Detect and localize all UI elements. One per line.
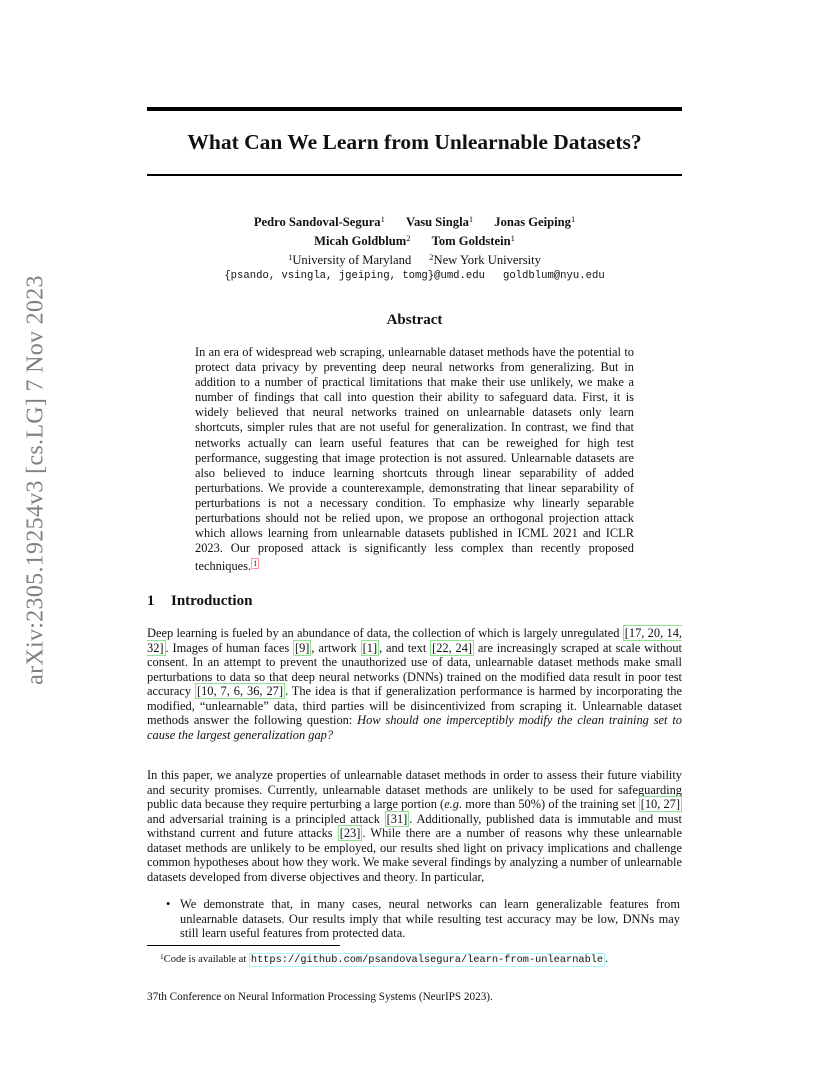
footnote: $^1$Code is available at https://github.com/psandovalsegura/learn-from-unlearnable .	[160, 952, 608, 966]
arxiv-identifier: arXiv:2305.19254v3 [cs.LG] 7 Nov 2023	[22, 275, 49, 685]
author-line-1: Pedro Sandoval-Segura$^1$ Vasu Singla$^1$ Jonas Geiping$^1$	[253, 214, 576, 229]
author-name: Tom Goldstein	[431, 234, 511, 248]
author-name: Jonas Geiping	[494, 215, 571, 229]
citation-link[interactable]: [9]	[294, 640, 310, 655]
paragraph: Deep learning is fueled by an abundance of data, the collection of which is largely unregulated [17, 20, 14, 32] . Images of human faces [9] , artwork [1] , and text [22, 24] are increasingly scraped at scale without consent. In an attempt to prevent the unauthorized use of data, unlearnable dataset methods make small perturbations to data so that deep neural networks (DNNs) trained on the modified data result in poor test accuracy [10, 7, 6, 36, 27] . The idea is that if generalization performance is harmed by incorporating the modified, “unlearnable” data, third parties will be disincentivized from scraping it. Unlearnable dataset methods answer the following question: How should one imperceptibly modify the clean training set to cause the largest generalization gap?	[147, 626, 683, 742]
footnote-rule	[147, 945, 340, 946]
citation-link[interactable]: [17, 20, 14, 32]	[147, 626, 682, 655]
affiliation-line: $^1$University of Maryland $^2$New York University	[288, 252, 541, 267]
author-line-2: Micah Goldblum$^2$ Tom Goldstein$^1$	[314, 233, 515, 248]
citation-link[interactable]: [10, 7, 6, 36, 27]	[196, 684, 283, 698]
author-name: Pedro Sandoval-Segura	[253, 215, 381, 229]
email-line	[147, 268, 682, 284]
paper-title: What Can We Learn from Unlearnable Datasets?	[187, 130, 642, 154]
conference-note: 37th Conference on Neural Information Processing Systems (NeurIPS 2023).	[147, 991, 493, 1003]
citation-link[interactable]: [10, 27]	[640, 797, 680, 811]
code-repository-link[interactable]: https://github.com/psandovalsegura/learn-from-unlearnable	[250, 954, 604, 966]
citation-link[interactable]: [23]	[339, 826, 361, 840]
citation-link[interactable]: [1]	[362, 640, 378, 655]
affiliation: University of Maryland	[292, 253, 412, 267]
affiliation: New York University	[433, 253, 541, 267]
author-name: Vasu Singla	[406, 215, 469, 229]
list-item	[166, 897, 680, 941]
bullet-text: We demonstrate that, in many cases, neural networks can learn generalizable features from unlearnable datasets. Our results imply that while resulting test accuracy may be low, DNNs may still learn useful features from protected data.	[180, 897, 680, 940]
research-question: How should one imperceptibly modify the clean training set to cause the largest generalization gap?	[147, 713, 682, 742]
citation-link[interactable]: [22, 24]	[432, 640, 473, 655]
citation-link[interactable]: [31]	[386, 811, 408, 826]
section-number: 1	[147, 593, 155, 609]
section-title: Introduction	[171, 593, 253, 609]
title-bottom-rule	[147, 174, 682, 176]
footnote-reference-link[interactable]: 1	[253, 559, 258, 569]
bullet-icon: •	[166, 897, 171, 911]
author-block	[147, 211, 682, 284]
abstract-text: In an era of widespread web scraping, unlearnable dataset methods have the potential to protect data privacy by preventing deep neural networks from generalizing. But in addition to a number of practical limitations that make their use unlikely, we make a number of findings that call into question their ability to safeguard data. First, it is widely believed that neural networks trained on unlearnable datasets only learn shortcuts, simpler rules that are not useful for generalization. In contrast, we find that networks actually can learn useful features that can be reweighed for high test performance, suggesting that image protection is not assured. Unlearnable datasets are also believed to induce learning shortcuts through linear separability of added perturbations. We provide a counterexample, demonstrating that linear separability of perturbations is not a necessary condition. To emphasize why linearly separable perturbations should not be relied upon, we propose an orthogonal projection attack which allows learning from unlearnable datasets published in ICML 2021 and ICLR 2023. Our proposed attack is significantly less complex than recently proposed techniques. $^1$	[195, 345, 634, 574]
section-heading	[147, 593, 252, 610]
email: goldblum@nyu.edu	[502, 270, 605, 282]
author-name: Micah Goldblum	[314, 234, 407, 248]
abstract-heading: Abstract	[386, 312, 443, 328]
title-top-rule	[147, 107, 682, 111]
email: {psando, vsingla, jgeiping, tomg}@umd.edu	[224, 270, 485, 282]
paragraph: In this paper, we analyze properties of unlearnable dataset methods in order to assess their future viability and security promises. Currently, unlearnable dataset methods are unlikely to be used for safeguarding public data because they require perturbing a large portion (e.g. more than 50%) of the training set [10, 27] and adversarial training is a principled attack [31] . Additionally, published data is immutable and must withstand current and future attacks [23] . While there are a number of reasons why these unlearnable dataset methods are unlikely to be employed, our results shed light on privacy implications and challenge common hypotheses about how they work. We make several findings by analyzing a number of unlearnable datasets developed from diverse objectives and theory. In particular,	[147, 768, 682, 884]
arxiv-sidebar	[20, 275, 52, 685]
